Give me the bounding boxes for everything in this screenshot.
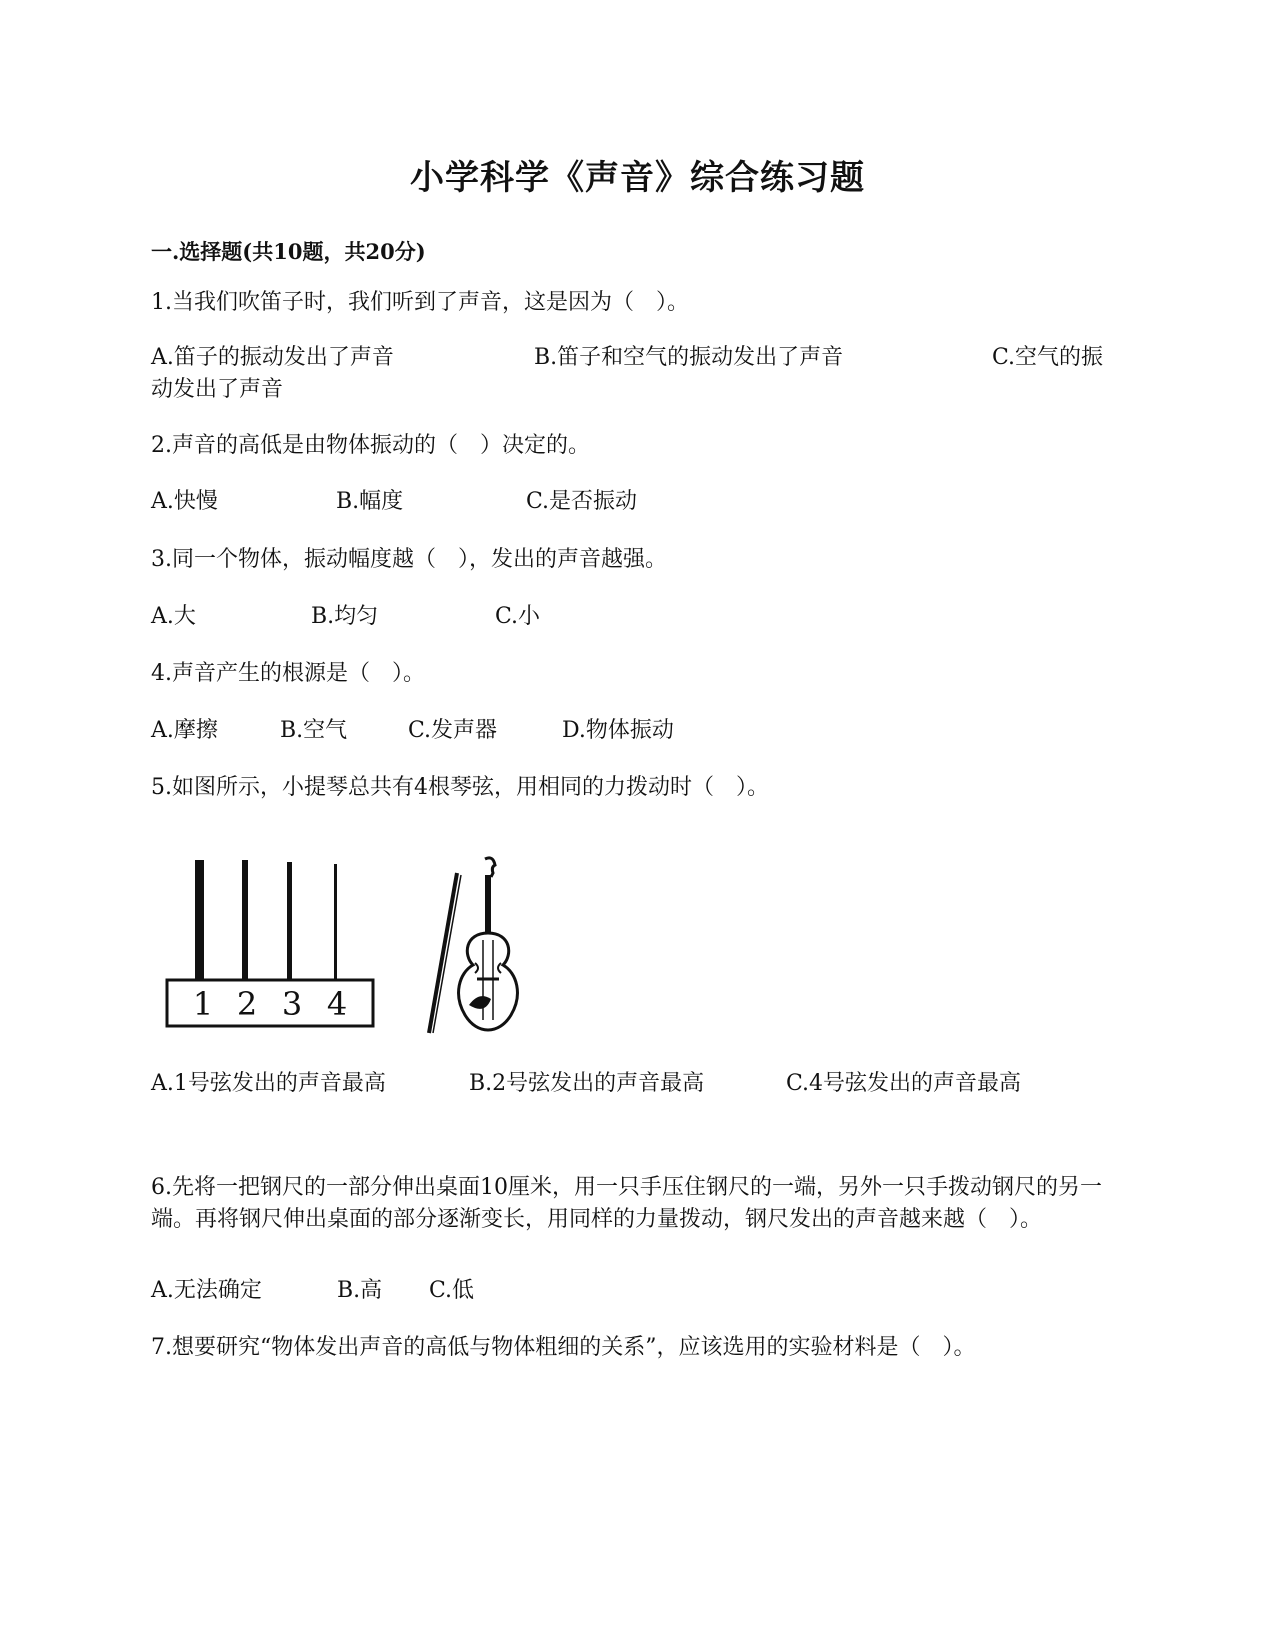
q5-option-c: C.4号弦发出的声音最高 xyxy=(786,1071,1022,1096)
q4-option-c: C.发声器 xyxy=(408,718,498,743)
q3-option-a: A.大 xyxy=(151,604,196,629)
violin-icon xyxy=(425,855,535,1040)
q4-option-b: B.空气 xyxy=(280,718,348,743)
string-2 xyxy=(242,860,248,995)
q1-option-a: A.笛子的振动发出了声音 xyxy=(151,345,394,370)
q1-option-b: B.笛子和空气的振动发出了声音 xyxy=(534,345,844,370)
q2-option-c: C.是否振动 xyxy=(526,489,638,514)
string-label-2: 2 xyxy=(236,985,258,1023)
q5-option-b: B.2号弦发出的声音最高 xyxy=(469,1071,705,1096)
q5-option-a: A.1号弦发出的声音最高 xyxy=(151,1071,386,1096)
q4-option-d: D.物体振动 xyxy=(562,718,674,743)
q2-option-b: B.幅度 xyxy=(336,489,404,514)
question-1: 1.当我们吹笛子时，我们听到了声音，这是因为（ ）。 xyxy=(151,290,689,315)
question-7: 7.想要研究“物体发出声音的高低与物体粗细的关系”，应该选用的实验材料是（ ）。 xyxy=(151,1335,976,1360)
q1-option-c: C.空气的振 xyxy=(992,345,1104,370)
string-3 xyxy=(287,862,292,995)
q2-option-a: A.快慢 xyxy=(151,489,218,514)
string-label-4: 4 xyxy=(326,985,348,1023)
string-4 xyxy=(334,864,337,995)
strings-figure xyxy=(155,850,385,1035)
page-title: 小学科学《声音》综合练习题 xyxy=(410,158,865,198)
q4-option-a: A.摩擦 xyxy=(151,718,218,743)
q6-option-c: C.低 xyxy=(429,1278,475,1303)
string-1 xyxy=(195,860,204,995)
string-label-1: 1 xyxy=(192,985,214,1023)
q6-option-b: B.高 xyxy=(337,1278,383,1303)
q3-option-b: B.均匀 xyxy=(311,604,379,629)
q6-option-a: A.无法确定 xyxy=(151,1278,262,1303)
section-heading: 一.选择题(共10题，共20分) xyxy=(151,239,426,264)
question-5: 5.如图所示，小提琴总共有4根琴弦，用相同的力拨动时（ ）。 xyxy=(151,775,769,800)
question-2: 2.声音的高低是由物体振动的（ ）决定的。 xyxy=(151,433,590,458)
question-6: 6.先将一把钢尺的一部分伸出桌面10厘米，用一只手压住钢尺的一端，另外一只手拨动钢尺的另一端。再将钢尺伸出桌面的部分逐渐变长，用同样的力量拨动，钢尺发出的声音越来越（ ）。 xyxy=(151,1175,1102,1232)
question-4: 4.声音产生的根源是（ ）。 xyxy=(151,661,425,686)
q3-option-c: C.小 xyxy=(495,604,541,629)
q1-option-c-continued: 动发出了声音 xyxy=(151,377,284,402)
string-label-3: 3 xyxy=(281,985,303,1023)
question-3: 3.同一个物体，振动幅度越（ ），发出的声音越强。 xyxy=(151,547,667,572)
